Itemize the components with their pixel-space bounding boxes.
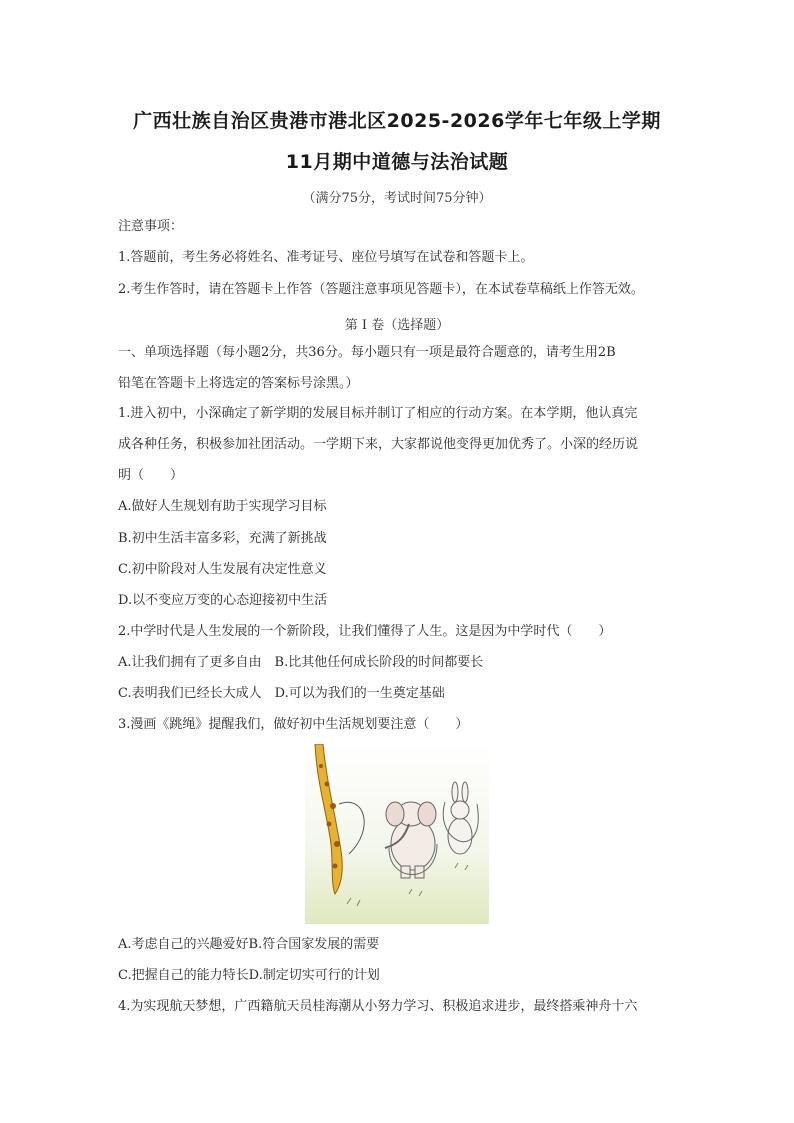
notes-heading: 注意事项： (118, 219, 184, 234)
notes-item-2: 2.考生作答时，请在答题卡上作答（答题注意事项见答题卡），在本试卷草稿纸上作答无效。 (118, 282, 644, 297)
q1-option-c: C.初中阶段对人生发展有决定性意义 (118, 562, 327, 577)
q3-options-ab: A.考虑自己的兴趣爱好B.符合国家发展的需要 (118, 937, 380, 952)
part1-heading: 第 I 卷（选择题） (344, 318, 450, 333)
q1-option-d: D.以不变应万变的心态迎接初中生活 (118, 593, 328, 608)
exam-subtitle: （满分75分，考试时间75分钟） (302, 191, 492, 206)
q2-stem: 2.中学时代是人生发展的一个新阶段，让我们懂得了人生。这是因为中学时代（ ） (118, 624, 612, 639)
q3-stem: 3.漫画《跳绳》提醒我们，做好初中生活规划要注意（ ） (118, 717, 469, 732)
q1-stem-line2: 成各种任务，积极参加社团活动。一学期下来，大家都说他变得更加优秀了。小深的经历说 (118, 437, 639, 452)
q4-stem-line1: 4.为实现航天梦想，广西籍航天员桂海潮从小努力学习、积极追求进步，最终搭乘神舟十六 (118, 999, 638, 1014)
notes-item-1: 1.答题前，考生务必将姓名、准考证号、座位号填写在试卷和答题卡上。 (118, 250, 534, 265)
q3-options-cd: C.把握自己的能力特长D.制定切实可行的计划 (118, 968, 380, 983)
part1-instructions-line1: 一、单项选择题（每小题2分，共36分。每小题只有一项是最符合题意的，请考生用2B (118, 345, 616, 360)
part1-instructions-line2: 铅笔在答题卡上将选定的答案标号涂黑。） (118, 376, 359, 391)
q2-options-ab: A.让我们拥有了更多自由 B.比其他任何成长阶段的时间都要长 (118, 655, 484, 670)
q1-option-b: B.初中生活丰富多彩，充满了新挑战 (118, 531, 327, 546)
q2-options-cd: C.表明我们已经长大成人 D.可以为我们的一生奠定基础 (118, 686, 445, 701)
exam-title-line1: 广西壮族自治区贵港市港北区2025-2026学年七年级上学期 (133, 110, 661, 132)
q1-stem-line3: 明（ ） (118, 468, 184, 483)
jump-rope-cartoon-image (305, 744, 489, 924)
q1-option-a: A.做好人生规划有助于实现学习目标 (118, 499, 327, 514)
q1-stem-line1: 1.进入初中，小深确定了新学期的发展目标并制订了相应的行动方案。在本学期，他认真完 (118, 406, 638, 421)
exam-title-line2: 11月期中道德与法治试题 (285, 151, 509, 173)
